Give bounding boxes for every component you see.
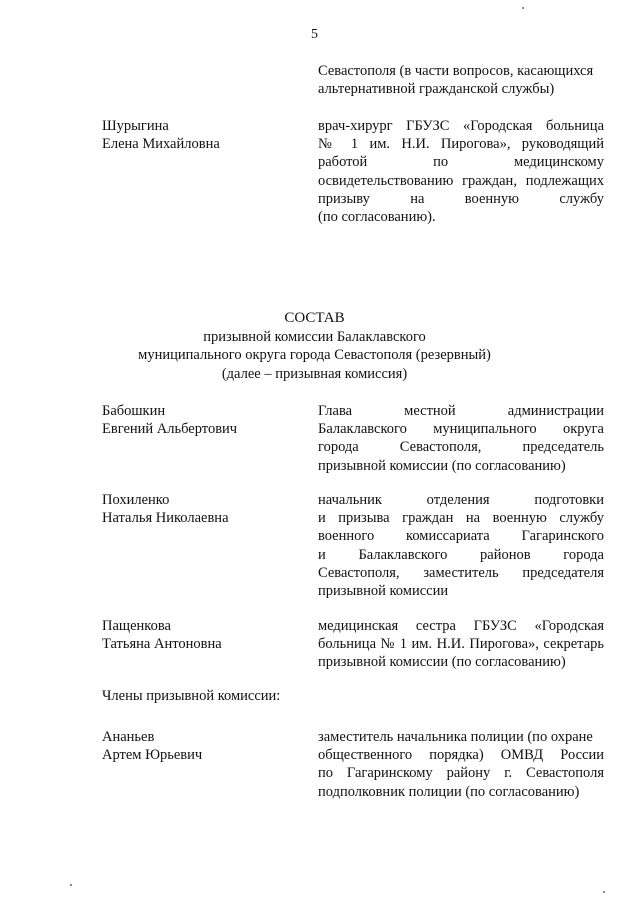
heading-line: муниципального округа города Севастополя (резервный) xyxy=(138,347,491,363)
desc-line: начальник отделения подготовки xyxy=(318,492,604,508)
heading-line: призывной комиссии Балаклавского xyxy=(203,328,426,345)
member-given-name: Артем Юрьевич xyxy=(102,747,203,763)
desc-line: подполковник полиции (по согласованию) xyxy=(318,783,580,800)
member-surname: Ананьев xyxy=(102,729,155,745)
member-position xyxy=(318,117,604,226)
member-given-name: Наталья Николаевна xyxy=(102,510,229,526)
desc-line: работой по медицинскому xyxy=(318,154,604,171)
member-name xyxy=(102,491,302,527)
desc-line: военного комиссариата Гагаринского xyxy=(318,528,604,545)
member-position xyxy=(318,617,604,672)
desc-line: Севастополя, заместитель председателя xyxy=(318,564,604,581)
desc-line: и призыва граждан на военную службу xyxy=(318,510,604,527)
desc-line: Севастополя (в части вопросов, касающихся xyxy=(318,63,594,79)
desc-line: призыву на военную службу xyxy=(318,190,604,207)
heading-title: СОСТАВ xyxy=(284,310,345,326)
desc-line: врач-хирург ГБУЗС «Городская больница xyxy=(318,118,604,134)
member-name xyxy=(102,117,302,153)
page-number: 5 xyxy=(311,27,318,42)
desc-line: города Севастополя, председатель xyxy=(318,439,604,456)
member-given-name: Татьяна Антоновна xyxy=(102,636,222,652)
desc-line: призывной комиссии (по согласованию) xyxy=(318,457,566,474)
scan-speck xyxy=(522,7,524,9)
desc-line: призывной комиссии (по согласованию) xyxy=(318,654,566,671)
desc-line: и Балаклавского районов города xyxy=(318,546,604,563)
desc-line: Глава местной администрации xyxy=(318,403,604,419)
scan-speck xyxy=(70,884,72,886)
desc-line: больница № 1 им. Н.И. Пирогова», секретарь xyxy=(318,636,604,653)
desc-line: Балаклавского муниципального округа xyxy=(318,421,604,438)
desc-line: призывной комиссии xyxy=(318,583,449,600)
desc-line: общественного порядка) ОМВД России xyxy=(318,747,604,764)
heading-line: (далее – призывная комиссия) xyxy=(221,365,408,382)
member-name xyxy=(102,402,302,438)
section-heading xyxy=(0,309,629,383)
desc-line: освидетельствованию граждан, подлежащих xyxy=(318,172,604,189)
desc-line: (по согласованию). xyxy=(318,209,436,226)
desc-line: заместитель начальника полиции (по охране xyxy=(318,729,593,745)
member-name xyxy=(102,728,302,764)
scan-speck xyxy=(603,891,605,893)
desc-line: № 1 им. Н.И. Пирогова», руководящий xyxy=(318,136,604,153)
member-name xyxy=(102,617,302,653)
member-position xyxy=(318,728,604,801)
members-section-label: Члены призывной комиссии: xyxy=(102,688,281,704)
desc-line: альтернативной гражданской службы) xyxy=(318,81,555,98)
member-given-name: Евгений Альбертович xyxy=(102,421,238,437)
member-surname: Шурыгина xyxy=(102,118,169,134)
desc-line: медицинская сестра ГБУЗС «Городская xyxy=(318,618,604,634)
member-given-name: Елена Михайловна xyxy=(102,136,220,152)
member-surname: Бабошкин xyxy=(102,403,166,419)
member-position xyxy=(318,402,604,475)
continuation-text xyxy=(318,62,604,98)
member-position xyxy=(318,491,604,600)
member-surname: Пащенкова xyxy=(102,618,171,634)
member-surname: Похиленко xyxy=(102,492,170,508)
desc-line: по Гагаринскому району г. Севастополя xyxy=(318,765,604,782)
